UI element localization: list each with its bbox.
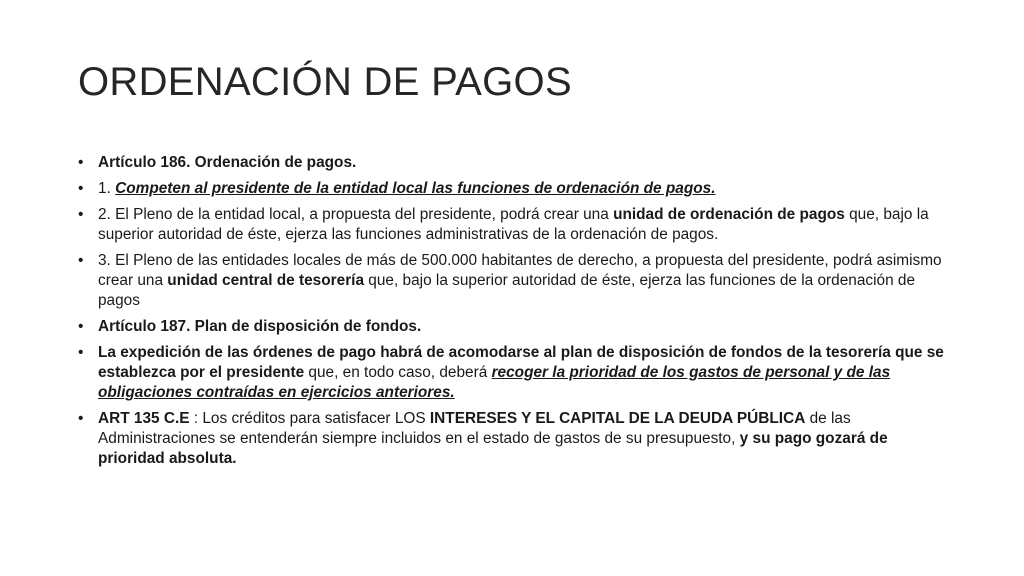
bullet-item-paragraph-3 bbox=[78, 251, 958, 311]
bold-text: unidad central de tesorería bbox=[167, 272, 365, 289]
bullet-dot: • bbox=[78, 344, 84, 361]
bullet-dot: • bbox=[78, 318, 84, 335]
bullet-item-paragraph-2 bbox=[78, 205, 958, 245]
emphasized-text: recoger la prioridad de los gastos de personal y de las obligaciones contraídas en ejercicios anteriores. bbox=[98, 364, 891, 401]
bold-text: INTERESES Y EL CAPITAL DE LA DEUDA PÚBLICA bbox=[429, 410, 806, 427]
article-heading: Artículo 186. Ordenación de pagos. bbox=[98, 154, 357, 171]
bullet-list bbox=[78, 153, 958, 475]
bullet-dot: • bbox=[78, 206, 84, 223]
body-text: que, bajo la superior autoridad de éste, ejerza las funciones administrativas de la ordenación de pagos. bbox=[98, 206, 929, 243]
bullet-dot: • bbox=[78, 154, 84, 171]
body-text: : Los créditos para satisfacer LOS bbox=[189, 410, 430, 427]
paragraph-number: 1. bbox=[98, 180, 116, 197]
bullet-dot: • bbox=[78, 180, 84, 197]
bold-text: La expedición de las órdenes de pago habrá de acomodarse al plan de disposición de fondos de la tesorería que se establezca por el presidente bbox=[98, 344, 944, 381]
body-text: que, bajo la superior autoridad de éste, ejerza las funciones de la ordenación de pagos bbox=[98, 272, 916, 309]
body-text: de las Administraciones se entenderán siempre incluidos en el estado de gastos de su presupuesto, bbox=[98, 410, 851, 447]
bullet-dot: • bbox=[78, 410, 84, 427]
bullet-dot: • bbox=[78, 252, 84, 269]
bullet-item-article-187 bbox=[78, 317, 958, 337]
bold-text: y su pago gozará de prioridad absoluta. bbox=[98, 430, 888, 467]
bullet-item-article-186 bbox=[78, 153, 958, 173]
bullet-item-paragraph-1 bbox=[78, 179, 958, 199]
body-text: 2. El Pleno de la entidad local, a propuesta del presidente, podrá crear una bbox=[98, 206, 614, 223]
bold-text: ART 135 C.E bbox=[98, 410, 190, 427]
bullet-item-art-135 bbox=[78, 409, 958, 469]
body-text: 3. El Pleno de las entidades locales de más de 500.000 habitantes de derecho, a propuesta del presidente, podrá asimismo crear una bbox=[98, 252, 942, 289]
article-heading: Artículo 187. Plan de disposición de fondos. bbox=[98, 318, 422, 335]
slide-title: ORDENACIÓN DE PAGOS bbox=[78, 60, 572, 104]
emphasized-text: Competen al presidente de la entidad local las funciones de ordenación de pagos. bbox=[115, 180, 716, 197]
bullet-item-payment-orders bbox=[78, 343, 958, 403]
body-text: que, en todo caso, deberá bbox=[304, 364, 492, 381]
bold-text: unidad de ordenación de pagos bbox=[613, 206, 845, 223]
